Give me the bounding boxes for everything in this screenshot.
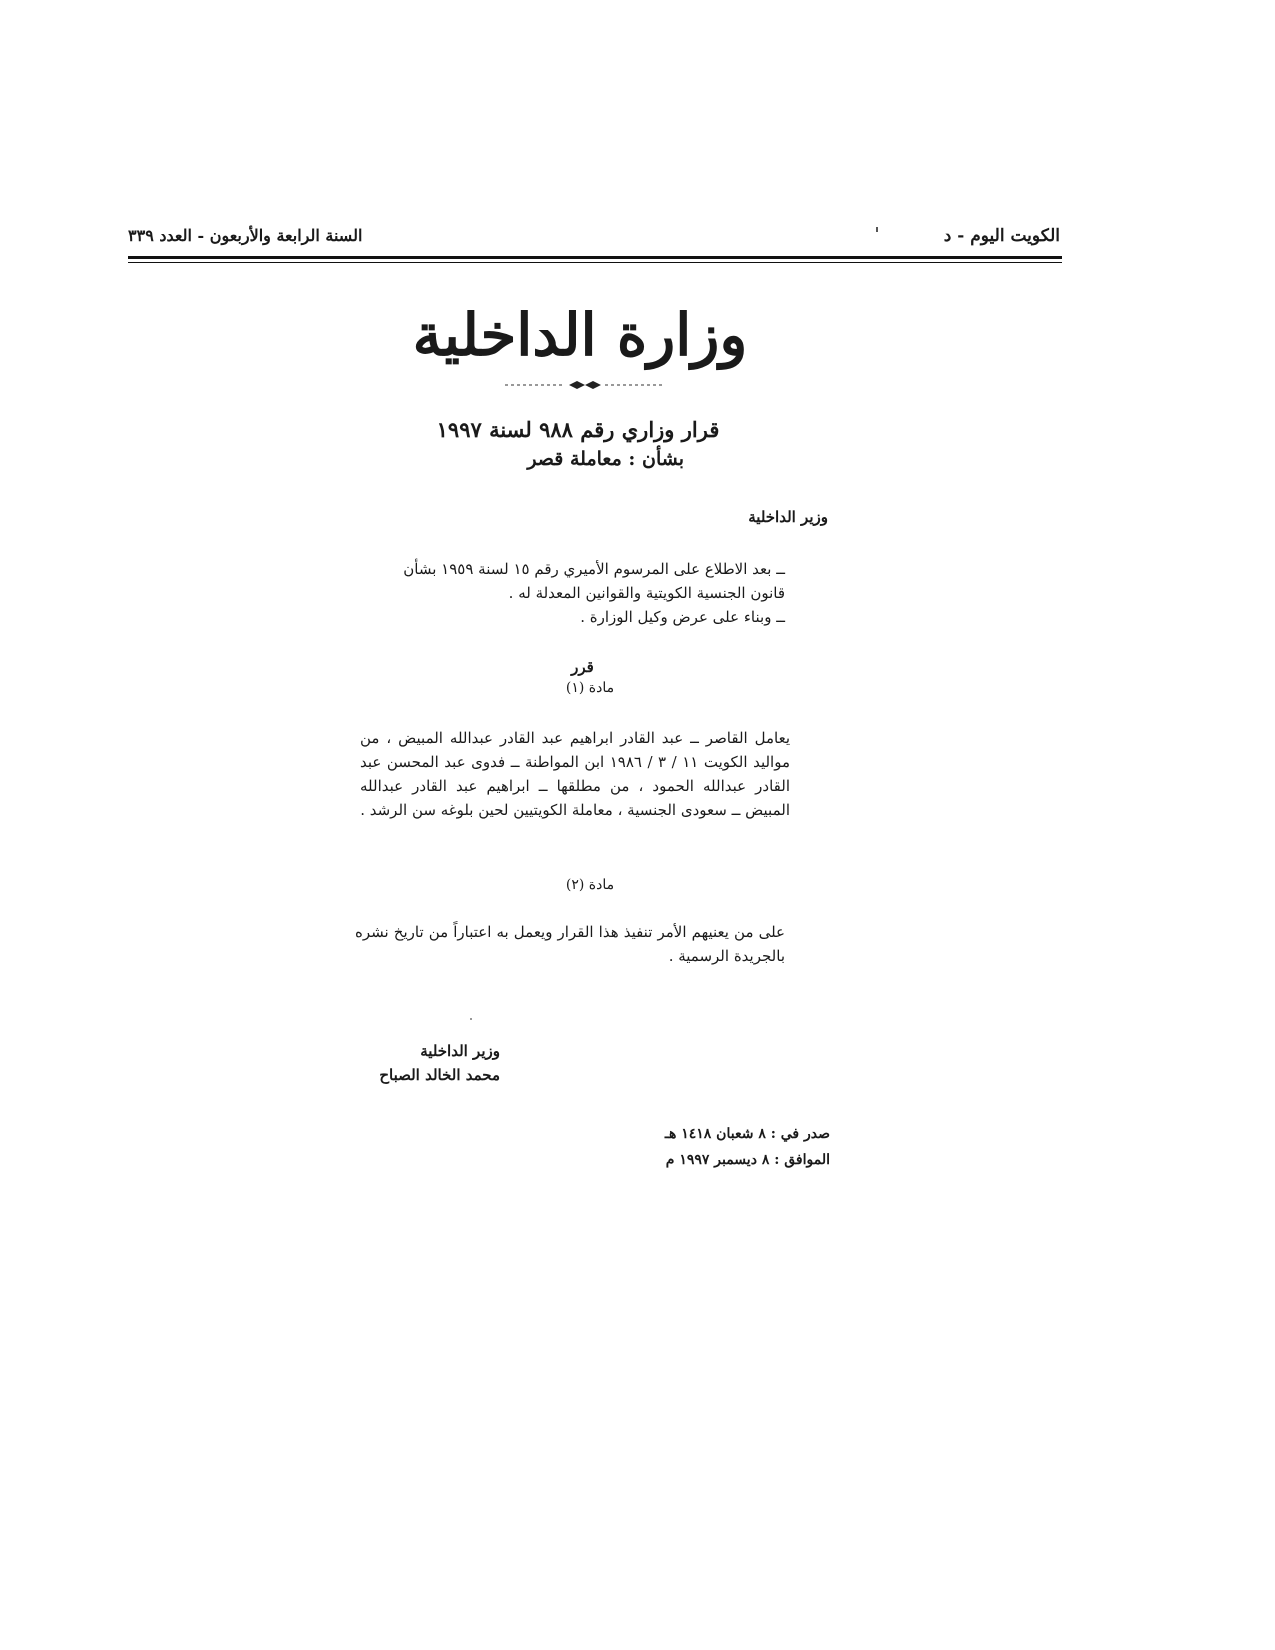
decree-title: قرار وزاري رقم ٩٨٨ لسنة ١٩٩٧	[436, 417, 720, 442]
ministry-heading: وزارة الداخلية	[412, 301, 748, 369]
decided-heading: قرر	[571, 658, 594, 676]
header-rule	[128, 256, 1062, 259]
preamble-clause-1-continued: قانون الجنسية الكويتية والقوانين المعدلة له .	[508, 584, 785, 602]
ornament-divider	[505, 380, 665, 390]
gazette-issue: السنة الرابعة والأربعون - العدد ٣٣٩	[128, 226, 363, 245]
decree-subject: بشأن : معاملة قصر	[527, 448, 684, 470]
minister-intro: وزير الداخلية	[748, 508, 828, 526]
article-1-heading: مادة (١)	[565, 680, 615, 696]
preamble-clause-1: ــ بعد الاطلاع على المرسوم الأميري رقم ١٥ لسنة ١٩٥٩ بشأن	[403, 560, 785, 578]
signatory-name: محمد الخالد الصباح	[379, 1066, 500, 1084]
scan-speck	[470, 1018, 472, 1020]
header-mark	[876, 227, 878, 232]
header-rule-thin	[128, 262, 1062, 263]
article-1-body: يعامل القاصر ــ عبد القادر ابراهيم عبد القادر عبدالله المبيض ، من مواليد الكويت ١١ / ٣ / ١٩٨٦ ابن المواطنة ــ فدوى عبد المحسن عبد القادر عبدالله الحمود ، من مطلقها ــ ابراهيم عبد القادر عبدالله المبيض ــ سعودى الجنسية ، معاملة الكويتيين لحين بلوغه سن الرشد .	[360, 729, 790, 819]
preamble-clause-2: ــ وبناء على عرض وكيل الوزارة .	[580, 608, 785, 626]
issued-date-hijri: صدر في : ٨ شعبان ١٤١٨ هـ	[664, 1126, 830, 1142]
gazette-name: الكويت اليوم - د	[943, 226, 1060, 246]
article-2-body: على من يعنيهم الأمر تنفيذ هذا القرار ويعمل به اعتباراً من تاريخ نشره بالجريدة الرسمية .	[355, 923, 785, 965]
signatory-title: وزير الداخلية	[420, 1042, 500, 1060]
issued-date-gregorian: الموافق : ٨ ديسمبر ١٩٩٧ م	[665, 1152, 830, 1168]
article-2-heading: مادة (٢)	[565, 877, 615, 893]
